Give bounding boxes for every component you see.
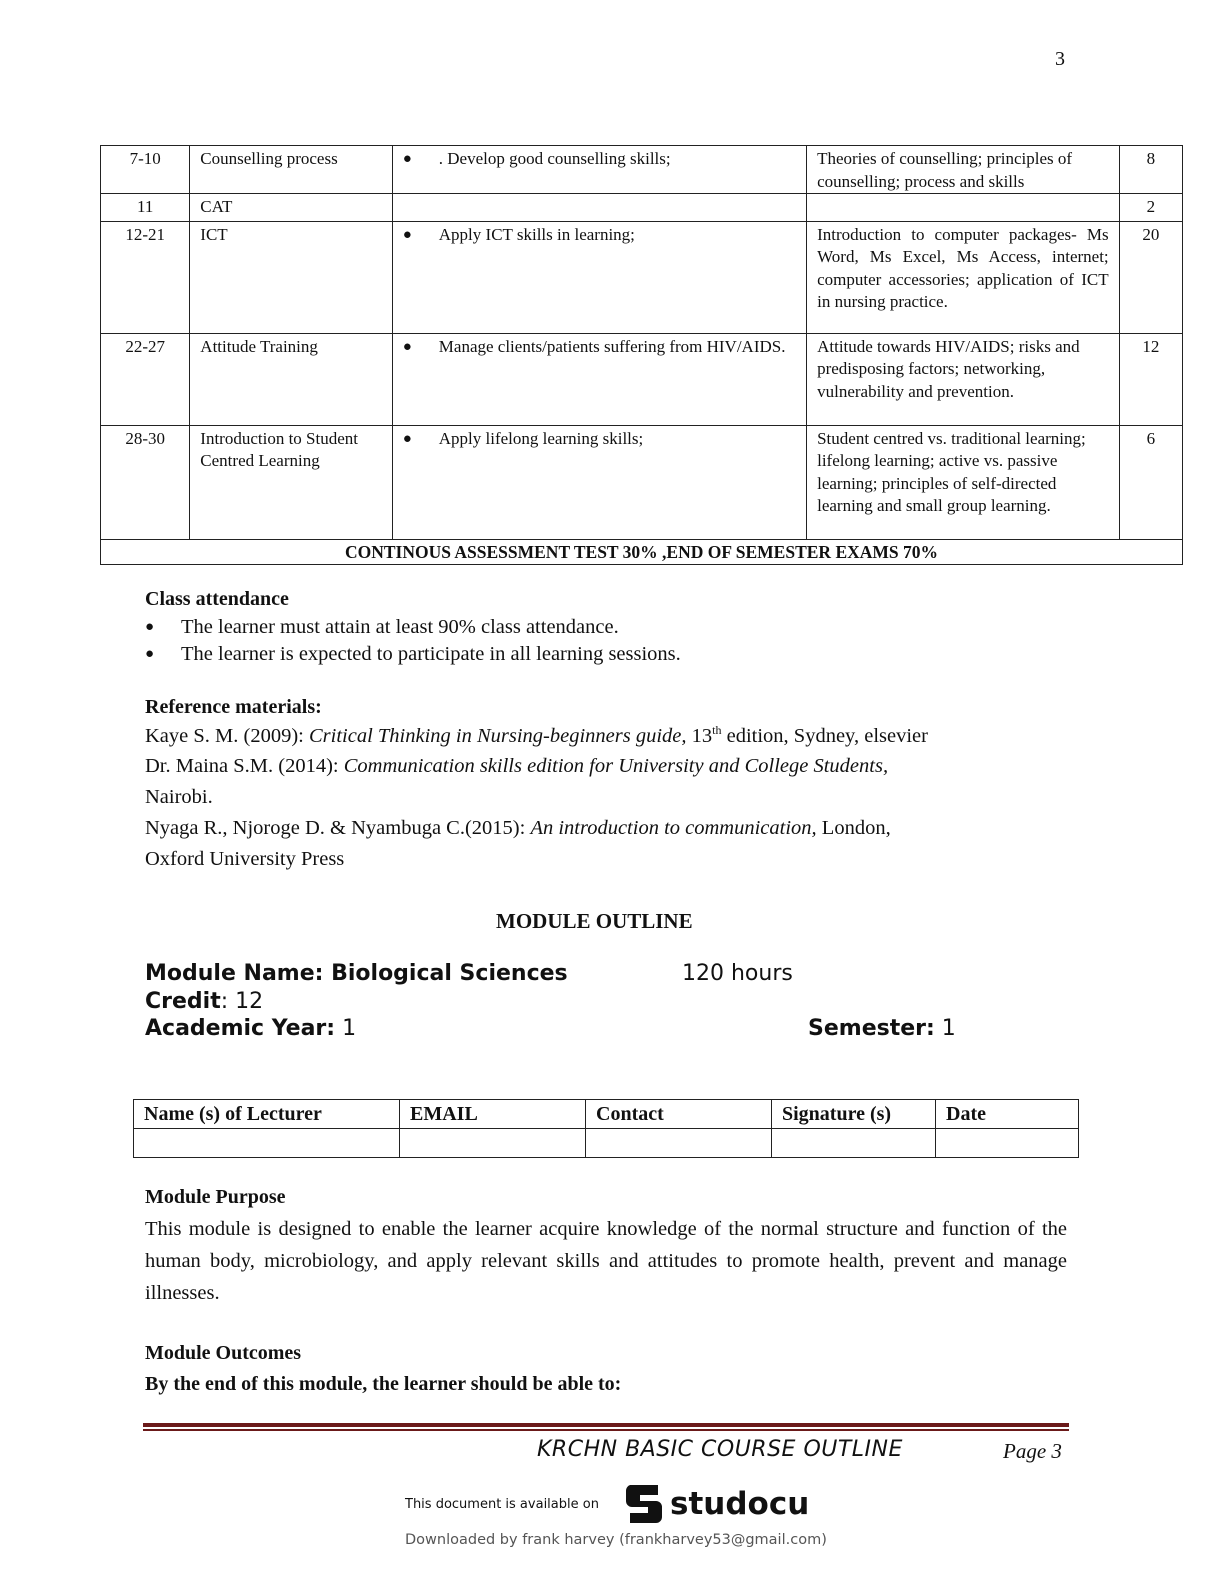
topic-cell: Attitude Training: [190, 333, 392, 425]
table-row: [101, 333, 1183, 425]
availability-text: This document is available on: [405, 1497, 599, 1512]
semester-label: Semester:: [808, 1016, 935, 1041]
module-purpose-text: This module is designed to enable the learner acquire knowledge of the normal structure and function of the human body, microbiology, and apply relevant skills and attitudes to promote health, prevent and manage illnesses.: [145, 1218, 1067, 1304]
bullet-icon: ●: [402, 430, 412, 447]
topic-cell: Introduction to Student Centred Learning: [190, 425, 392, 539]
email-cell[interactable]: [400, 1129, 586, 1158]
header-lecturer: Name (s) of Lecturer: [134, 1100, 400, 1129]
table-row: [101, 194, 1183, 222]
class-attendance-heading: Class attendance: [145, 588, 289, 610]
semester: [808, 1016, 956, 1041]
semester-value: 1: [934, 1016, 956, 1041]
footer-rule-thin: [143, 1429, 1069, 1431]
table-row: [101, 146, 1183, 194]
bullet-icon: ●: [402, 226, 412, 243]
credit-value: : 12: [220, 989, 264, 1014]
topic-cell: ICT: [190, 221, 392, 333]
module-outcomes-heading: Module Outcomes: [145, 1342, 302, 1364]
list-item: [145, 614, 681, 641]
ref-edition: 13: [686, 724, 713, 747]
year-label: Academic Year:: [145, 1016, 336, 1041]
header-date: Date: [936, 1100, 1079, 1129]
topic-cell: Counselling process: [190, 146, 392, 194]
outcome-text: Manage clients/patients suffering from HIV/AIDS.: [438, 336, 786, 356]
module-outcomes-intro: By the end of this module, the learner should be able to:: [145, 1373, 622, 1395]
ref-author: Dr. Maina S.M. (2014):: [145, 755, 344, 777]
outcome-cell: [392, 333, 806, 425]
schedule-table: [100, 145, 1183, 565]
outcome-text: Apply lifelong learning skills;: [438, 428, 644, 448]
content-cell: [807, 194, 1120, 222]
lecturer-cell[interactable]: [134, 1129, 400, 1158]
outcome-cell: [392, 146, 806, 194]
reference-3-cont: Oxford University Press: [145, 848, 345, 870]
ref-author: Nyaga R., Njoroge D. & Nyambuga C.(2015):: [145, 817, 531, 839]
list-item: [145, 641, 681, 668]
hours-cell: 20: [1119, 221, 1182, 333]
ref-title: An introduction to communication,: [530, 817, 817, 839]
content-cell: Theories of counselling; principles of counselling; process and skills: [807, 146, 1120, 194]
ref-rest: London,: [816, 817, 891, 839]
week-cell: 22-27: [101, 333, 190, 425]
footer-page-number: Page 3: [1003, 1439, 1062, 1463]
assessment-row: [101, 539, 1183, 565]
list-item-text: The learner is expected to participate in all learning sessions.: [181, 643, 681, 665]
ref-edition-sup: th: [712, 723, 722, 737]
hours-cell: 6: [1119, 425, 1182, 539]
module-hours: 120 hours: [682, 961, 793, 986]
content-cell: Student centred vs. traditional learning; lifelong learning; active vs. passive learning; principles of self-directed learning and small group learning.: [807, 425, 1120, 539]
module-outline-heading: MODULE OUTLINE: [496, 909, 693, 933]
table-row: [101, 221, 1183, 333]
studocu-logo-text: studocu: [670, 1486, 810, 1522]
ref-title: Communication skills edition for University and College Students,: [343, 755, 889, 777]
reference-heading: Reference materials:: [145, 696, 322, 718]
reference-3: [145, 817, 891, 840]
lecturer-table: [133, 1099, 1079, 1158]
footer-rule: [143, 1423, 1069, 1427]
download-notice: Downloaded by frank harvey (frankharvey53@gmail.com): [405, 1532, 827, 1548]
academic-year: [145, 1016, 356, 1041]
week-cell: 28-30: [101, 425, 190, 539]
table-row: [134, 1129, 1079, 1158]
credit-label: Credit: [145, 989, 221, 1014]
ref-title: Critical Thinking in Nursing-beginners guide,: [308, 724, 687, 747]
bullet-icon: ●: [402, 151, 412, 167]
ref-rest: edition, Sydney, elsevier: [721, 724, 928, 747]
table-row: [101, 425, 1183, 539]
reference-1: [145, 723, 928, 748]
outcome-cell: [392, 425, 806, 539]
outcome-text: . Develop good counselling skills;: [438, 149, 671, 168]
signature-cell[interactable]: [772, 1129, 936, 1158]
outcome-cell: [392, 194, 806, 222]
outcome-cell: [392, 221, 806, 333]
reference-2: [145, 755, 888, 778]
assessment-text: CONTINOUS ASSESSMENT TEST 30% ,END OF SEMESTER EXAMS 70%: [101, 539, 1183, 565]
table-header-row: [134, 1100, 1079, 1129]
content-cell: Attitude towards HIV/AIDS; risks and predisposing factors; networking, vulnerability and prevention.: [807, 333, 1120, 425]
footer-title: KRCHN BASIC COURSE OUTLINE: [537, 1437, 903, 1462]
week-cell: 12-21: [101, 221, 190, 333]
contact-cell[interactable]: [586, 1129, 772, 1158]
outcome-text: Apply ICT skills in learning;: [438, 224, 635, 244]
date-cell[interactable]: [936, 1129, 1079, 1158]
bullet-icon: ●: [145, 619, 155, 635]
reference-2-cont: Nairobi.: [145, 786, 213, 808]
module-purpose-heading: Module Purpose: [145, 1186, 286, 1208]
bullet-icon: ●: [145, 646, 155, 662]
module-name: Module Name: Biological Sciences: [145, 961, 568, 986]
hours-cell: 8: [1119, 146, 1182, 194]
studocu-logo-icon: [622, 1481, 666, 1527]
header-signature: Signature (s): [772, 1100, 936, 1129]
ref-author: Kaye S. M. (2009):: [145, 724, 309, 747]
year-value: 1: [335, 1016, 357, 1041]
bullet-icon: ●: [402, 338, 412, 355]
module-credit: [145, 989, 263, 1014]
attendance-list: [145, 614, 681, 668]
page-number: 3: [1055, 48, 1065, 70]
content-cell: Introduction to computer packages- Ms Word, Ms Excel, Ms Access, internet; computer accessories; application of ICT in nursing practice.: [807, 221, 1120, 333]
header-contact: Contact: [586, 1100, 772, 1129]
week-cell: 7-10: [101, 146, 190, 194]
header-email: EMAIL: [400, 1100, 586, 1129]
list-item-text: The learner must attain at least 90% class attendance.: [181, 616, 619, 638]
topic-cell: CAT: [190, 194, 392, 222]
studocu-logo[interactable]: [622, 1481, 809, 1527]
week-cell: 11: [101, 194, 190, 222]
hours-cell: 2: [1119, 194, 1182, 222]
hours-cell: 12: [1119, 333, 1182, 425]
